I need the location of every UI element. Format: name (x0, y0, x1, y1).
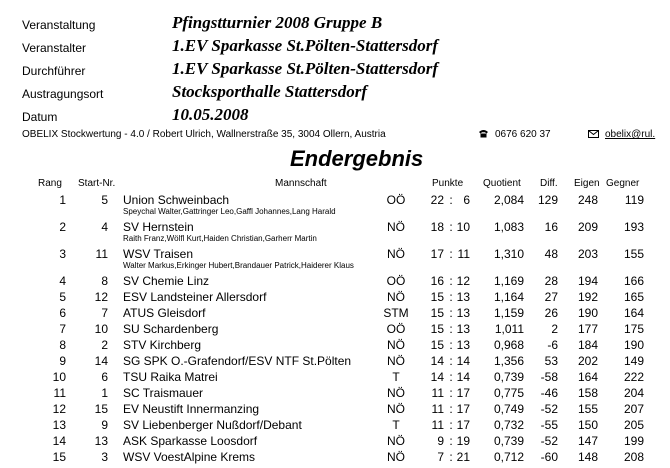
cell-verband: NÖ (387, 434, 405, 448)
cell-diff: -52 (540, 434, 558, 448)
table-row (0, 246, 670, 273)
cell-gegner: 149 (623, 354, 644, 368)
score-separator: : (449, 418, 453, 432)
cell-verband: NÖ (387, 450, 405, 464)
cell-punkte-minus: 12 (456, 274, 470, 288)
cell-quotient: 1,169 (493, 274, 524, 288)
header-gegner: Gegner (606, 178, 640, 189)
cell-quotient: 1,356 (493, 354, 524, 368)
cell-verband: T (392, 370, 400, 384)
info-value: 10.05.2008 (172, 105, 249, 124)
info-label: Veranstaltung (22, 18, 96, 32)
cell-rang: 12 (52, 402, 66, 416)
cell-start-nr: 13 (94, 434, 108, 448)
cell-eigen: 203 (577, 247, 598, 261)
cell-eigen: 248 (577, 193, 598, 207)
cell-punkte-plus: 16 (430, 274, 444, 288)
cell-punkte-minus: 13 (456, 322, 470, 336)
cell-diff: 26 (544, 306, 558, 320)
cell-eigen: 164 (577, 370, 598, 384)
cell-punkte-minus: 13 (456, 306, 470, 320)
cell-eigen: 194 (577, 274, 598, 288)
cell-diff: 129 (537, 193, 558, 207)
table-row (0, 192, 670, 219)
info-label: Datum (22, 110, 58, 124)
cell-eigen: 184 (577, 338, 598, 352)
cell-quotient: 1,310 (493, 247, 524, 261)
cell-diff: 27 (544, 290, 558, 304)
page-title: Endergebnis (290, 146, 424, 171)
table-row (0, 369, 670, 385)
cell-quotient: 1,164 (493, 290, 524, 304)
cell-verband: STM (383, 306, 409, 320)
cell-quotient: 1,159 (493, 306, 524, 320)
cell-mannschaft: ESV Landsteiner Allersdorf (123, 290, 267, 304)
cell-mannschaft: WSV VoestAlpine Krems (123, 450, 256, 464)
cell-punkte-plus: 15 (430, 290, 444, 304)
cell-verband: NÖ (387, 220, 405, 234)
cell-punkte-plus: 11 (431, 386, 444, 400)
results-table (0, 176, 670, 465)
cell-rang: 13 (52, 418, 66, 432)
cell-verband: NÖ (387, 338, 405, 352)
table-header (0, 176, 670, 192)
cell-gegner: 175 (623, 322, 644, 336)
cell-punkte-plus: 17 (430, 247, 444, 261)
score-separator: : (449, 354, 453, 368)
score-separator: : (449, 434, 453, 448)
cell-eigen: 202 (577, 354, 598, 368)
cell-mannschaft: SV Chemie Linz (123, 274, 210, 288)
header-mannschaft: Mannschaft (275, 178, 327, 189)
cell-punkte-minus: 14 (456, 354, 470, 368)
cell-quotient: 2,084 (493, 193, 524, 207)
header-eigen: Eigen (574, 178, 600, 189)
cell-diff: 53 (544, 354, 558, 368)
score-separator: : (449, 220, 453, 234)
team-members: Walter Markus,Erkinger Hubert,Brandauer Patrick,Haiderer Klaus (123, 261, 354, 270)
cell-rang: 15 (52, 450, 66, 464)
cell-eigen: 190 (577, 306, 598, 320)
cell-punkte-minus: 17 (456, 386, 470, 400)
cell-punkte-minus: 11 (457, 247, 470, 261)
cell-punkte-minus: 17 (456, 402, 470, 416)
info-value: 1.EV Sparkasse St.Pölten-Stattersdorf (172, 36, 439, 55)
table-row (0, 353, 670, 369)
cell-rang: 11 (53, 386, 66, 400)
cell-diff: 2 (551, 322, 558, 336)
cell-punkte-plus: 15 (430, 306, 444, 320)
cell-verband: OÖ (386, 193, 406, 207)
score-separator: : (449, 322, 453, 336)
cell-gegner: 119 (624, 193, 644, 207)
info-label: Veranstalter (22, 41, 87, 55)
score-separator: : (449, 402, 453, 416)
cell-gegner: 164 (623, 306, 644, 320)
cell-punkte-plus: 7 (437, 450, 444, 464)
cell-mannschaft: SV Hernstein (123, 220, 194, 234)
cell-rang: 14 (52, 434, 66, 448)
cell-eigen: 148 (577, 450, 598, 464)
cell-diff: 48 (544, 247, 558, 261)
cell-rang: 6 (59, 306, 66, 320)
cell-mannschaft: TSU Raika Matrei (123, 370, 218, 384)
cell-start-nr: 6 (101, 370, 108, 384)
cell-punkte-minus: 17 (456, 418, 470, 432)
cell-verband: NÖ (387, 290, 405, 304)
header-punkte: Punkte (432, 178, 464, 189)
cell-punkte-minus: 10 (456, 220, 470, 234)
cell-mannschaft: Union Schweinbach (123, 193, 230, 207)
cell-mannschaft: SU Schardenberg (123, 322, 219, 336)
cell-mannschaft: WSV Traisen (123, 247, 194, 261)
cell-gegner: 199 (623, 434, 644, 448)
cell-start-nr: 15 (94, 402, 108, 416)
cell-quotient: 1,011 (494, 322, 524, 336)
score-separator: : (449, 386, 453, 400)
table-row (0, 417, 670, 433)
cell-punkte-plus: 11 (431, 402, 444, 416)
score-separator: : (449, 338, 453, 352)
score-separator: : (449, 247, 453, 261)
cell-punkte-minus: 21 (456, 450, 470, 464)
cell-punkte-minus: 13 (456, 338, 470, 352)
table-row (0, 337, 670, 353)
table-row (0, 385, 670, 401)
cell-gegner: 165 (623, 290, 644, 304)
table-row (0, 219, 670, 246)
cell-start-nr: 4 (101, 220, 108, 234)
cell-punkte-minus: 6 (463, 193, 470, 207)
cell-quotient: 0,739 (493, 434, 524, 448)
cell-rang: 4 (59, 274, 66, 288)
cell-verband: NÖ (387, 386, 405, 400)
cell-start-nr: 3 (101, 450, 108, 464)
table-row (0, 273, 670, 289)
header-diff: Diff. (540, 178, 558, 189)
cell-punkte-plus: 14 (430, 370, 444, 384)
score-separator: : (449, 193, 453, 207)
cell-start-nr: 9 (101, 418, 108, 432)
cell-eigen: 150 (577, 418, 598, 432)
cell-rang: 8 (59, 338, 66, 352)
contact-line (22, 128, 662, 144)
cell-gegner: 205 (623, 418, 644, 432)
cell-start-nr: 8 (101, 274, 108, 288)
info-label: Austragungsort (22, 87, 104, 101)
cell-eigen: 209 (577, 220, 598, 234)
contact-phone-number: 0676 620 37 (495, 129, 551, 140)
info-label: Durchführer (22, 64, 86, 78)
cell-gegner: 222 (623, 370, 644, 384)
cell-quotient: 0,775 (493, 386, 524, 400)
cell-eigen: 158 (577, 386, 598, 400)
cell-rang: 7 (59, 322, 66, 336)
cell-start-nr: 11 (95, 247, 108, 261)
info-value: 1.EV Sparkasse St.Pölten-Stattersdorf (172, 59, 439, 78)
cell-punkte-plus: 11 (431, 418, 444, 432)
cell-diff: 16 (544, 220, 558, 234)
cell-rang: 10 (52, 370, 66, 384)
cell-mannschaft: STV Kirchberg (123, 338, 202, 352)
cell-quotient: 0,968 (493, 338, 524, 352)
score-separator: : (449, 306, 453, 320)
header-rang: Rang (38, 178, 62, 189)
cell-verband: OÖ (386, 322, 406, 336)
cell-mannschaft: SG SPK O.-Grafendorf/ESV NTF St.Pölten (123, 354, 352, 368)
cell-diff: -52 (540, 402, 558, 416)
table-row (0, 321, 670, 337)
cell-punkte-plus: 15 (430, 338, 444, 352)
cell-diff: -46 (540, 386, 558, 400)
team-members: Raith Franz,Wölfl Kurt,Haiden Christian,Garherr Martin (123, 234, 317, 243)
cell-quotient: 0,749 (493, 402, 524, 416)
cell-punkte-plus: 14 (430, 354, 444, 368)
cell-eigen: 192 (577, 290, 598, 304)
cell-gegner: 193 (623, 220, 644, 234)
cell-punkte-plus: 15 (430, 322, 444, 336)
cell-mannschaft: EV Neustift Innermanzing (123, 402, 260, 416)
cell-verband: T (392, 418, 400, 432)
cell-verband: NÖ (387, 402, 405, 416)
table-row (0, 449, 670, 465)
cell-punkte-plus: 18 (430, 220, 444, 234)
cell-gegner: 166 (623, 274, 644, 288)
score-separator: : (449, 274, 453, 288)
cell-start-nr: 12 (94, 290, 108, 304)
cell-punkte-plus: 22 (430, 193, 444, 207)
info-value: Stocksporthalle Stattersdorf (172, 82, 368, 101)
table-row (0, 305, 670, 321)
cell-diff: 28 (544, 274, 558, 288)
cell-start-nr: 10 (94, 322, 108, 336)
cell-eigen: 147 (577, 434, 598, 448)
cell-diff: -55 (540, 418, 558, 432)
table-row (0, 401, 670, 417)
team-members: Speychal Walter,Gattringer Leo,Gaffl Johannes,Lang Harald (123, 207, 336, 216)
cell-diff: -58 (540, 370, 558, 384)
cell-punkte-minus: 13 (456, 290, 470, 304)
cell-start-nr: 2 (101, 338, 108, 352)
cell-punkte-minus: 19 (456, 434, 470, 448)
cell-rang: 5 (59, 290, 66, 304)
cell-start-nr: 14 (94, 354, 108, 368)
cell-verband: OÖ (386, 274, 406, 288)
cell-verband: NÖ (387, 247, 405, 261)
cell-quotient: 0,712 (493, 450, 524, 464)
info-value: Pfingstturnier 2008 Gruppe B (172, 13, 383, 32)
cell-gegner: 204 (623, 386, 644, 400)
contact-address: OBELIX Stockwertung - 4.0 / Robert Ulrich, Wallnerstraße 35, 3004 Ollern, Austria (22, 129, 386, 140)
table-body (0, 192, 670, 465)
cell-eigen: 177 (577, 322, 598, 336)
cell-rang: 9 (59, 354, 66, 368)
cell-mannschaft: ATUS Gleisdorf (123, 306, 206, 320)
cell-punkte-minus: 14 (456, 370, 470, 384)
cell-start-nr: 5 (101, 193, 108, 207)
cell-rang: 2 (59, 220, 66, 234)
score-separator: : (449, 370, 453, 384)
cell-start-nr: 7 (101, 306, 108, 320)
score-separator: : (449, 450, 453, 464)
cell-mannschaft: SC Traismauer (123, 386, 204, 400)
envelope-icon (588, 130, 599, 138)
table-row (0, 289, 670, 305)
score-separator: : (449, 290, 453, 304)
cell-start-nr: 1 (101, 386, 108, 400)
contact-email (588, 129, 655, 140)
phone-icon (478, 129, 489, 138)
cell-rang: 1 (59, 193, 66, 207)
cell-mannschaft: ASK Sparkasse Loosdorf (123, 434, 258, 448)
table-row (0, 433, 670, 449)
cell-verband: NÖ (387, 354, 405, 368)
cell-quotient: 1,083 (493, 220, 524, 234)
cell-eigen: 155 (577, 402, 598, 416)
cell-punkte-plus: 9 (437, 434, 444, 448)
cell-quotient: 0,739 (493, 370, 524, 384)
header-start-nr: Start-Nr. (78, 178, 116, 189)
cell-mannschaft: SV Liebenberger Nußdorf/Debant (123, 418, 302, 432)
cell-gegner: 155 (623, 247, 644, 261)
cell-rang: 3 (59, 247, 66, 261)
cell-quotient: 0,732 (493, 418, 524, 432)
cell-diff: -6 (547, 338, 558, 352)
cell-gegner: 190 (623, 338, 644, 352)
cell-gegner: 208 (623, 450, 644, 464)
contact-phone (478, 129, 551, 140)
contact-email-link[interactable]: obelix@rul. (605, 129, 656, 140)
cell-diff: -60 (540, 450, 558, 464)
cell-gegner: 207 (623, 402, 644, 416)
header-quotient: Quotient (483, 178, 521, 189)
